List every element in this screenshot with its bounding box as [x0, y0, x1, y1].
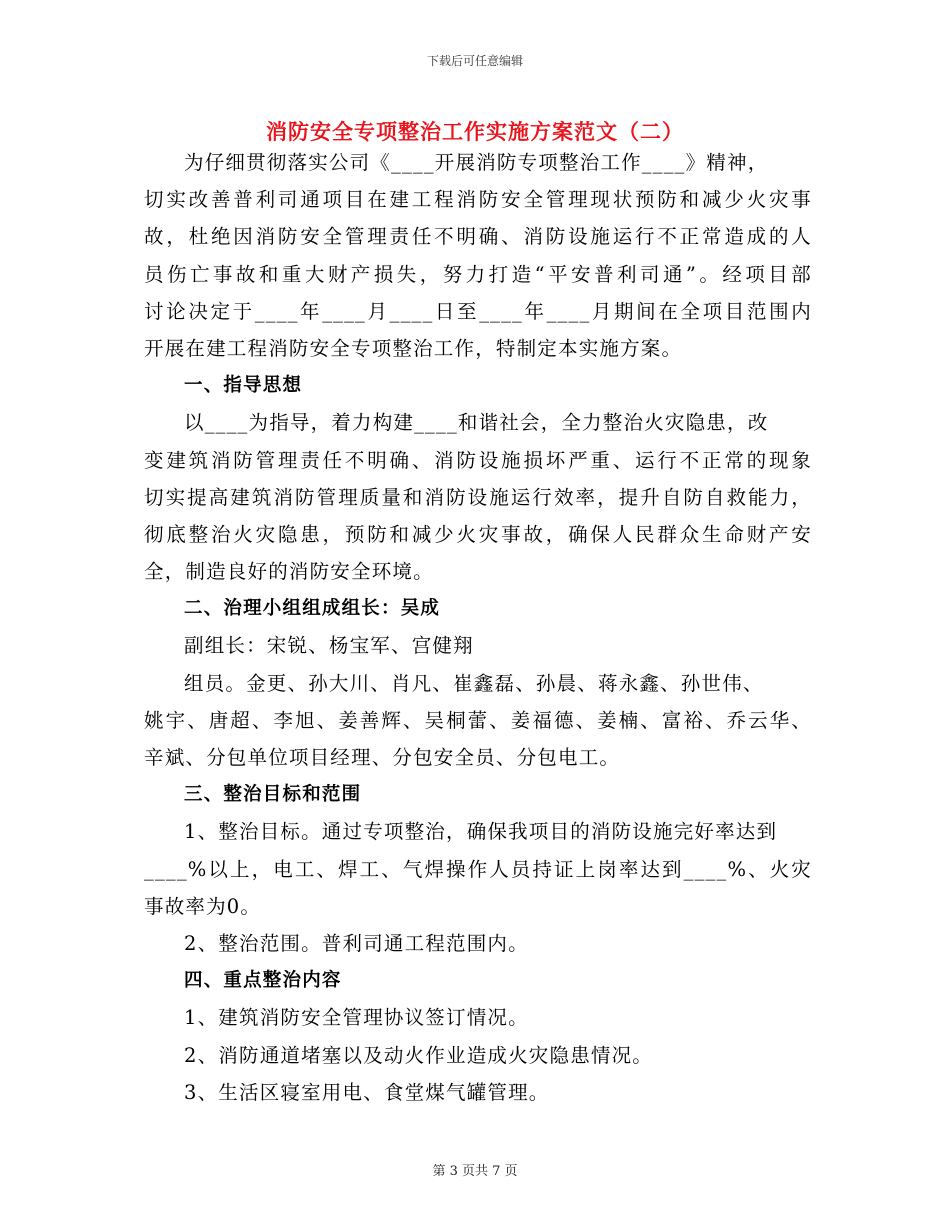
deputy-leaders: 副组长：宋锐、杨宝军、宫健翔 — [184, 634, 474, 658]
paragraph-line: 切实提高建筑消防管理质量和消防设施运行效率，提升自防自救能力， — [144, 485, 812, 509]
list-item: 2、消防通道堵塞以及动火作业造成火灾隐患情况。 — [184, 1043, 654, 1067]
goal-line: 1、整治目标。通过专项整治，确保我项目的消防设施完好率达到 — [184, 820, 778, 844]
document-title: 消防安全专项整治工作实施方案范文（二） — [266, 120, 684, 144]
intro-line: 开展在建工程消防安全专项整治工作，特制定本实施方案。 — [144, 336, 683, 360]
scope-line: 2、整治范围。普利司通工程范围内。 — [184, 931, 529, 955]
goal-line: ____%以上，电工、焊工、气焊操作人员持证上岗率达到____%、火灾 — [144, 857, 812, 881]
members-line: 辛斌、分包单位项目经理、分包安全员、分包电工。 — [144, 746, 621, 769]
page-header: 下载后可任意编辑 — [426, 54, 523, 68]
paragraph-line: 变建筑消防管理责任不明确、消防设施损坏严重、运行不正常的现象 — [144, 448, 812, 472]
intro-line: 讨论决定于____年____月____日至____年____月期间在全项目范围内 — [144, 299, 812, 323]
section-heading-team: 二、治理小组组成组长：吴成 — [184, 598, 441, 620]
intro-line: 故，杜绝因消防安全管理责任不明确、消防设施运行不正常造成的人 — [144, 225, 812, 249]
list-item: 1、建筑消防安全管理协议签订情况。 — [184, 1006, 529, 1030]
document-body — [144, 144, 812, 1111]
paragraph-line: 彻底整治火灾隐患，预防和减少火灾事故，确保人民群众生命财产安 — [144, 522, 812, 546]
section-heading-goals: 三、整治目标和范围 — [184, 784, 362, 806]
intro-line: 为仔细贯彻落实公司《____开展消防专项整治工作____》精神， — [184, 151, 769, 174]
paragraph-line: 以____为指导，着力构建____和谐社会，全力整治火灾隐患，改 — [184, 411, 769, 435]
list-item: 3、生活区寝室用电、食堂煤气罐管理。 — [184, 1080, 550, 1104]
section-heading-guiding-thought: 一、指导思想 — [184, 375, 303, 397]
section-heading-key-content: 四、重点整治内容 — [184, 970, 342, 992]
page-number: 第 3 页共 7 页 — [432, 1164, 518, 1179]
members-line: 姚宇、唐超、李旭、姜善辉、吴桐蕾、姜福德、姜楠、富裕、乔云华、 — [144, 708, 812, 732]
goal-line: 事故率为0。 — [144, 894, 262, 918]
intro-line: 员伤亡事故和重大财产损失，努力打造“平安普利司通”。经项目部 — [144, 262, 812, 286]
members-line: 组员。金更、孙大川、肖凡、崔鑫磊、孙晨、蒋永鑫、孙世伟、 — [184, 671, 764, 695]
paragraph-line: 全，制造良好的消防安全环境。 — [144, 560, 434, 584]
intro-line: 切实改善普利司通项目在建工程消防安全管理现状预防和减少火灾事 — [144, 188, 812, 212]
